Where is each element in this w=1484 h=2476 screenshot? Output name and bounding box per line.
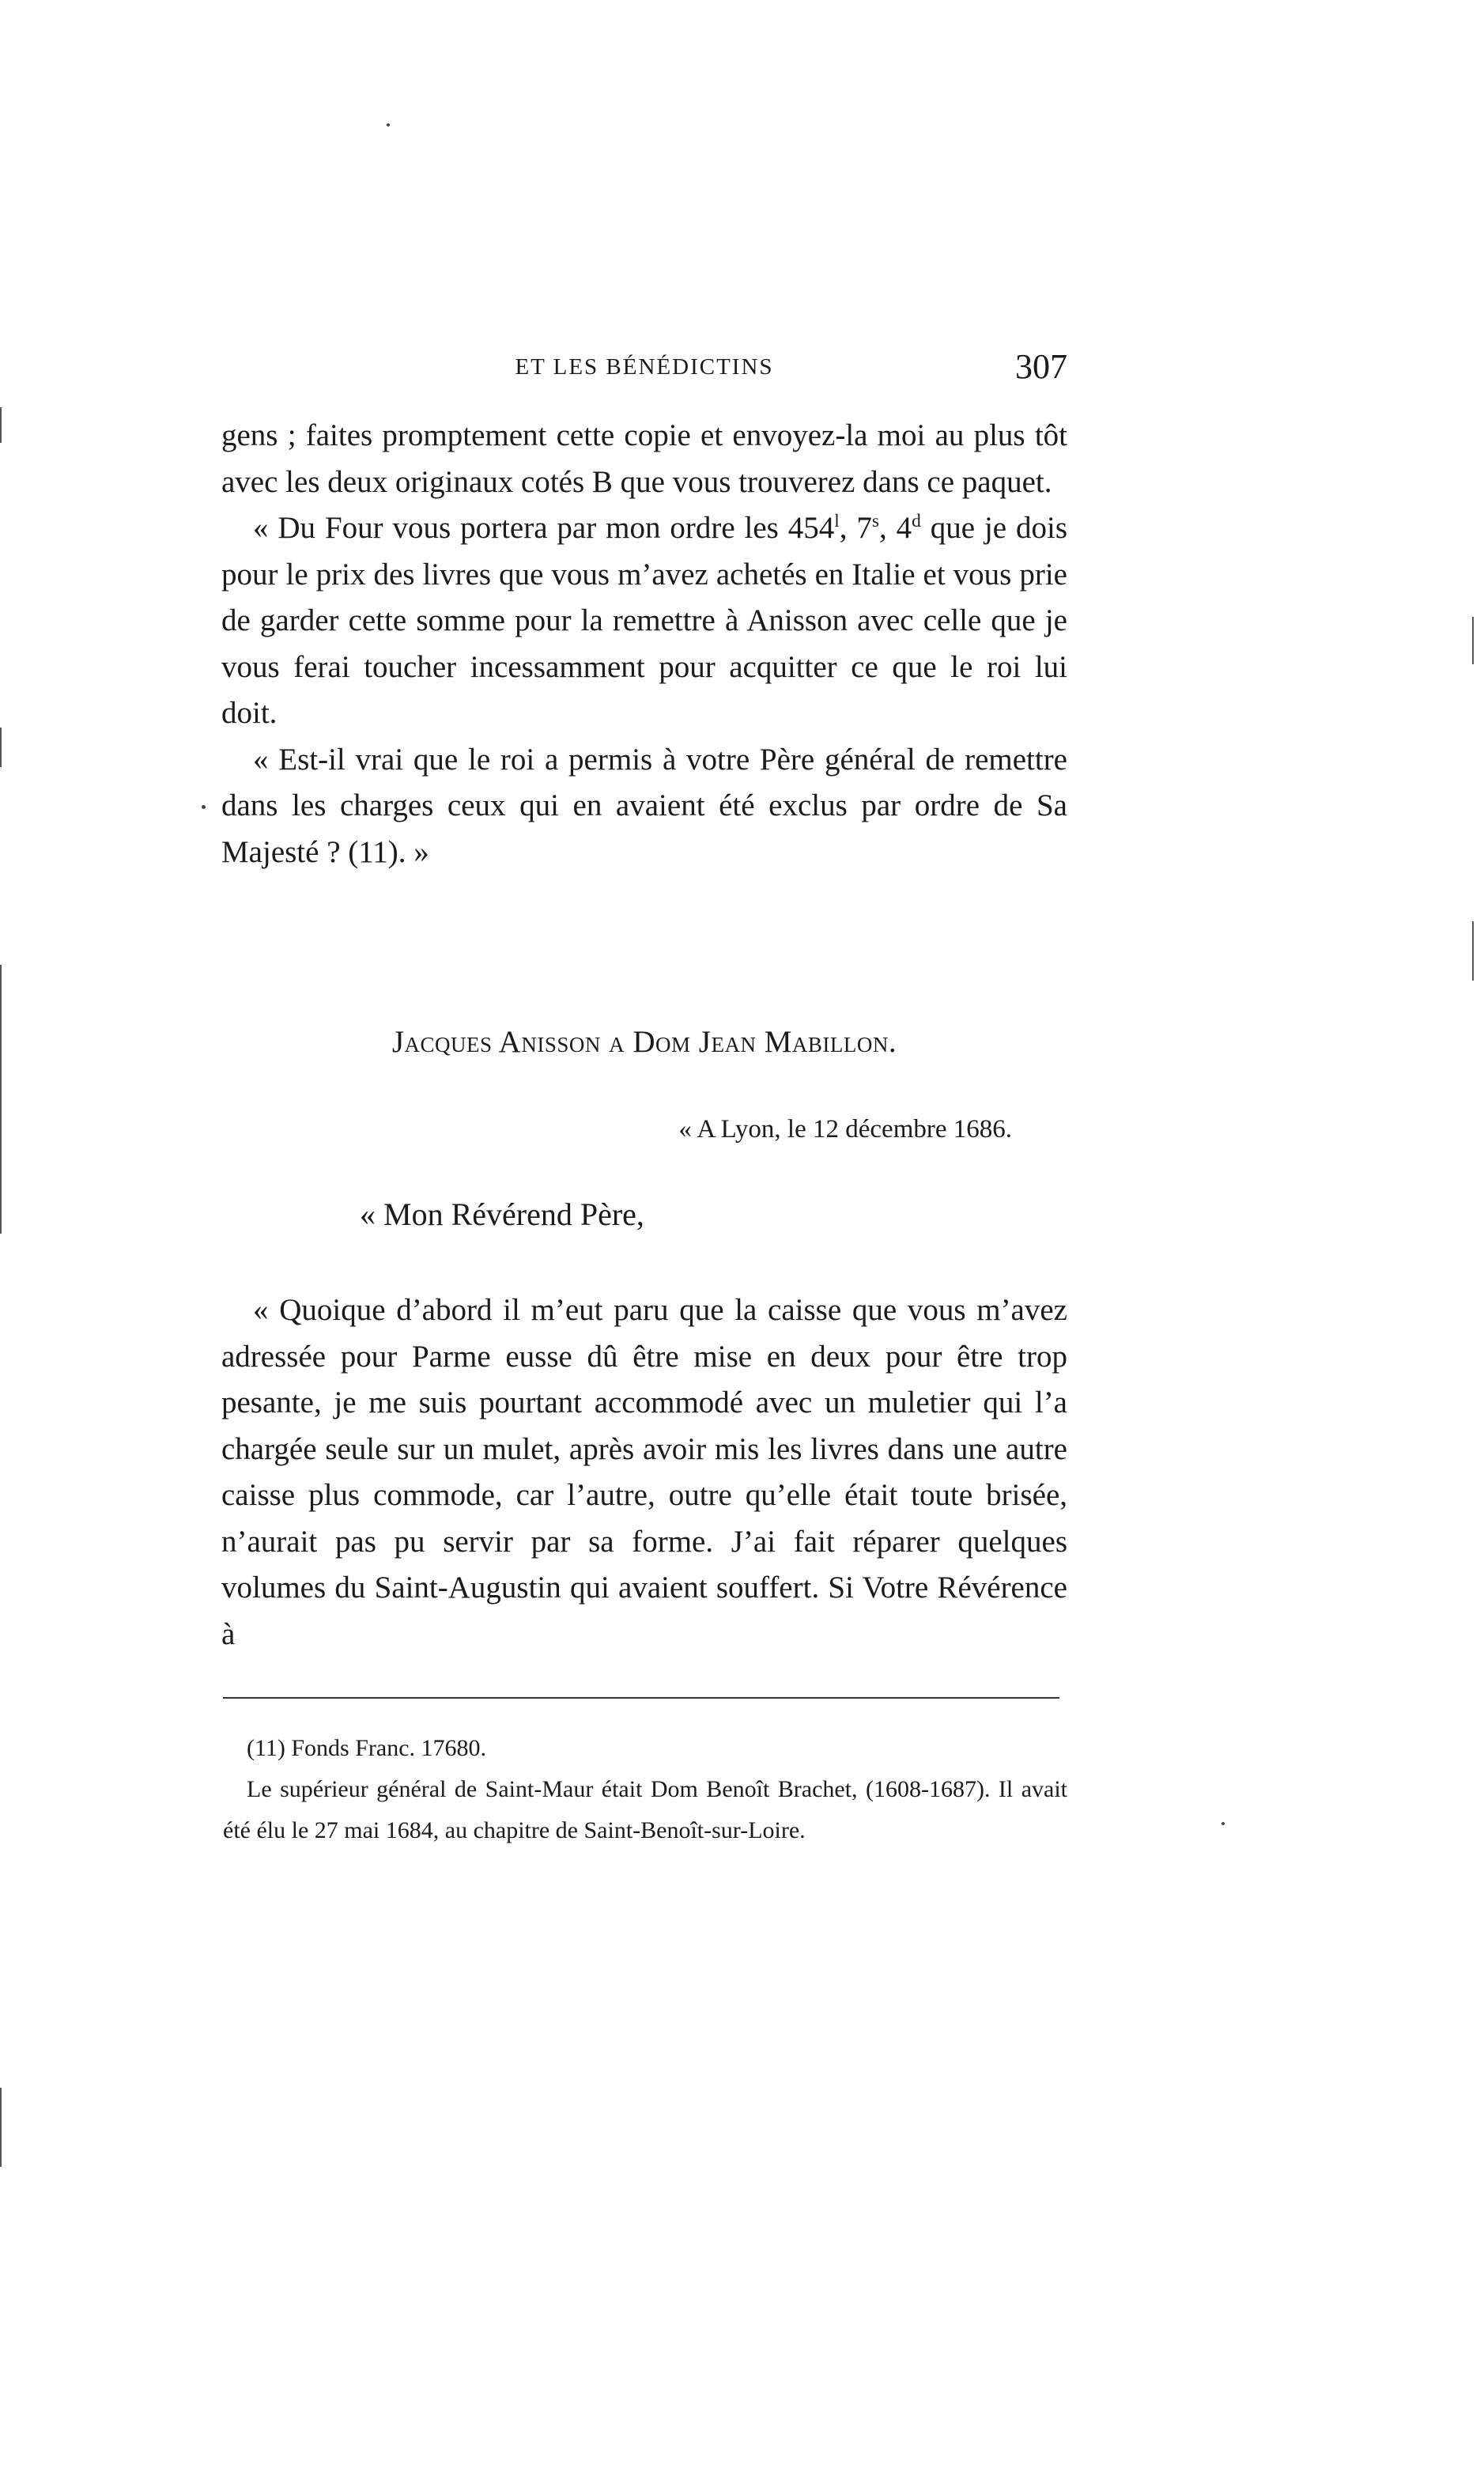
superscript-sols: s — [871, 511, 880, 531]
text-run: que je dois pour le prix des livres que vous m’avez achetés en Italie et vous prie de garder cette somme pour la remettre à Anisson avec celle que je vous ferai toucher incessamment pour acquitter ce que le roi lui doit. — [221, 511, 1068, 730]
letter-salutation: « Mon Révérend Père, — [360, 1196, 644, 1232]
footnote-note: Le supérieur général de Saint-Maur était Dom Benoît Brachet, (1608-1687). Il avait été élu le 27 mai 1684, au chapitre de Saint-Benoît-sur-Loire. — [223, 1776, 1067, 1843]
stray-mark — [202, 805, 206, 809]
heading-sender: Jacques Anisson — [391, 1025, 601, 1059]
letter-paragraph: « Quoique d’abord il m’eut paru que la caisse que vous m’avez adressée pour Parme eusse dû être mise en deux pour être trop pesante, je me suis pourtant accommodé avec un muletier qui l’a chargée seule sur un mulet, après avoir mis les livres dans une autre caisse plus commode, car l’autre, outre qu’elle était toute brisée, n’aurait pas pu servir par sa forme. J’ai fait réparer quelques volumes du Saint-Augustin qui avaient souffert. Si Votre Révérence à — [221, 1293, 1067, 1651]
running-head — [221, 346, 1067, 394]
superscript-livres: l — [834, 511, 840, 531]
paragraph-payment — [221, 505, 1067, 737]
stray-mark — [1222, 1822, 1225, 1825]
margin-mark — [1472, 921, 1474, 981]
footnotes — [223, 1728, 1067, 1851]
running-title: ET LES BÉNÉDICTINS — [515, 354, 774, 380]
heading-to: a — [609, 1025, 625, 1059]
footnote-source: (11) Fonds Franc. 17680. — [247, 1735, 487, 1761]
margin-mark — [1472, 617, 1474, 664]
superscript-deniers: d — [912, 511, 921, 531]
paragraph-continued: gens ; faites promptement cette copie et envoyez-la moi au plus tôt avec les deux originaux cotés B que vous trouverez dans ce paquet. — [221, 418, 1067, 499]
body-block-top — [221, 413, 1067, 875]
margin-mark — [0, 965, 2, 1234]
footnote-divider — [223, 1697, 1059, 1699]
page-number: 307 — [1015, 347, 1067, 386]
paragraph-question: « Est-il vrai que le roi a permis à votre Père général de remettre dans les charges ceux qui en avaient été exclus par ordre de Sa Majesté ? (11). » — [221, 742, 1067, 869]
margin-mark — [0, 407, 2, 443]
heading-recipient: Dom Jean Mabillon. — [632, 1025, 897, 1059]
margin-mark — [0, 2088, 2, 2167]
text-run: , 4 — [879, 511, 912, 545]
text-run: « Du Four vous portera par mon ordre les 454 — [253, 511, 835, 545]
stray-mark — [387, 123, 390, 127]
text-run: , 7 — [839, 511, 872, 545]
margin-mark — [0, 728, 2, 767]
letter-heading — [221, 1024, 1067, 1060]
letter-date: « A Lyon, le 12 décembre 1686. — [678, 1115, 1012, 1143]
body-block-letter — [221, 1287, 1067, 1658]
